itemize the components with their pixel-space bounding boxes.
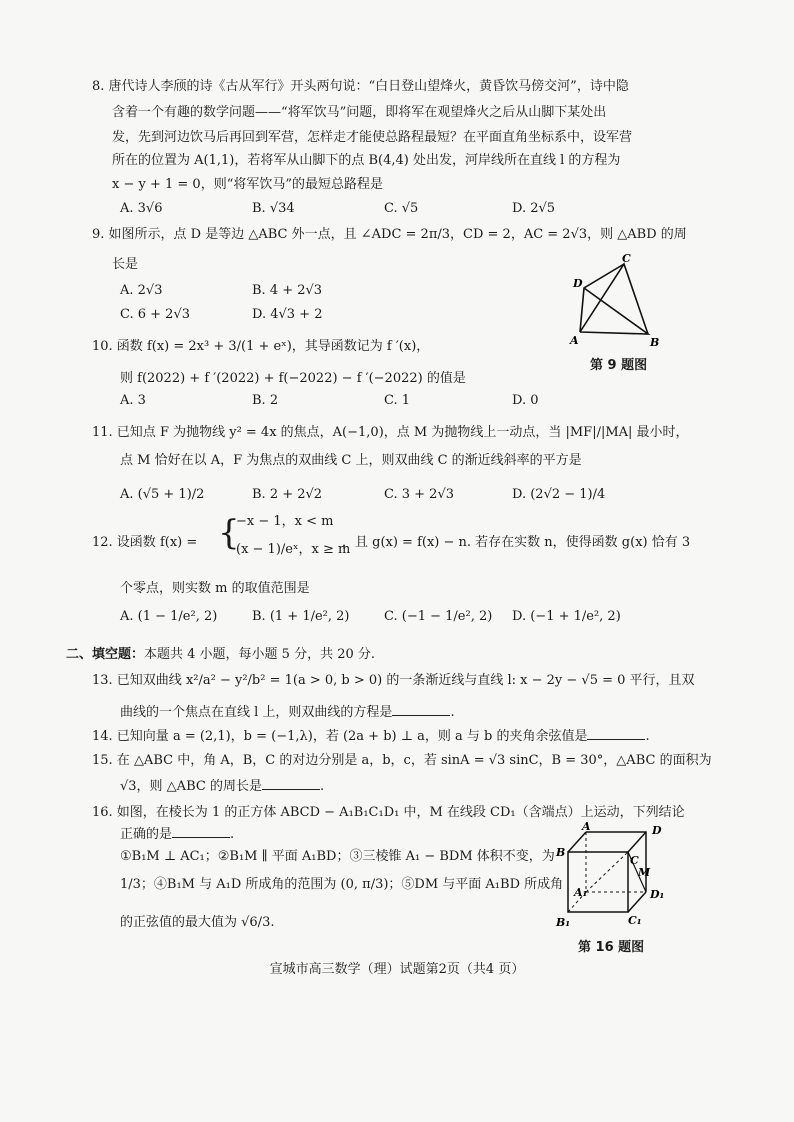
q9-label-b: B — [650, 336, 660, 348]
q11-option-a: A. (√5 + 1)/2 — [120, 487, 205, 502]
q11-line-1: 11. 已知点 F 为抛物线 y² = 4x 的焦点，A(−1,0)，点 M 为抛物线上一动点，当 |MF|/|MA| 最小时， — [92, 425, 689, 440]
q16-label-m: M — [638, 866, 651, 879]
q12-prefix: 12. 设函数 f(x) = — [92, 535, 198, 550]
q11-option-b: B. 2 + 2√2 — [252, 487, 323, 502]
q12-case-1: −x − 1，x < m — [236, 514, 334, 529]
q16-label-a: A — [582, 822, 591, 833]
q11-line-2: 点 M 恰好在以 A，F 为焦点的双曲线 C 上，则双曲线 C 的渐近线斜率的平方是 — [120, 453, 582, 468]
q16-line-5: 的正弦值的最大值为 √6/3. — [120, 915, 275, 930]
q9-triangle-figure — [562, 252, 672, 348]
q16-label-b: B — [556, 846, 566, 859]
section-2-title: 二、填空题： — [66, 647, 145, 662]
q14-line-1: 14. 已知向量 a = (2,1)，b = (−1,λ)，若 (2a + b) ⊥ a，则 a 与 b 的夹角余弦值是 — [92, 729, 588, 744]
q12-case-2: (x − 1)/eˣ，x ≥ m — [236, 542, 351, 557]
q12-postfix: ，且 g(x) = f(x) − n. 若存在实数 n，使得函数 g(x) 恰有 3 — [342, 535, 691, 550]
q10-line-2: 则 f(2022) + f ′(2022) + f(−2022) − f ′(−2022) 的值是 — [120, 371, 466, 386]
q9-option-d: D. 4√3 + 2 — [252, 307, 323, 322]
q16-cube-figure — [548, 822, 678, 932]
q13-answer-blank[interactable] — [392, 701, 450, 716]
q16-figure-caption: 第 16 题图 — [578, 940, 645, 955]
q13-line-2: 曲线的一个焦点在直线 l 上，则双曲线的方程是 — [120, 705, 393, 720]
q12-brace: { — [218, 513, 240, 553]
q16-label-d1: D₁ — [650, 888, 665, 901]
q16-label-c: C — [630, 854, 639, 867]
q9-option-b: B. 4 + 2√3 — [252, 283, 323, 298]
q12-option-b: B. (1 + 1/e², 2) — [252, 609, 350, 624]
q8-line-2: 含着一个有趣的数学问题——“将军饮马”问题，即将军在观望烽火之后从山脚下某处出 — [112, 105, 607, 120]
q9-line-1: 9. 如图所示，点 D 是等边 △ABC 外一点，且 ∠ADC = 2π/3，CD = 2，AC = 2√3，则 △ABD 的周 — [92, 227, 687, 242]
q15-line-2: √3，则 △ABC 的周长是 — [120, 779, 262, 794]
q12-line-2: 个零点，则实数 m 的取值范围是 — [120, 581, 310, 596]
q8-option-c: C. √5 — [384, 201, 419, 216]
q16-label-c1: C₁ — [628, 914, 642, 927]
q16-line-3: ①B₁M ⊥ AC₁；②B₁M ∥ 平面 A₁BD；③三棱锥 A₁ − BDM 体积不变，为 — [120, 849, 555, 864]
section-2-heading — [66, 642, 375, 668]
q12-option-c: C. (−1 − 1/e², 2) — [384, 609, 493, 624]
q9-line-2: 长是 — [112, 257, 139, 272]
q13-line-1: 13. 已知双曲线 x²/a² − y²/b² = 1(a > 0, b > 0) 的一条渐近线与直线 l: x − 2y − √5 = 0 平行，且双 — [92, 673, 695, 688]
q12-option-a: A. (1 − 1/e², 2) — [120, 609, 218, 624]
q15-line-1: 15. 在 △ABC 中，角 A，B，C 的对边分别是 a，b，c，若 sinA = √3 sinC，B = 30°，△ABC 的面积为 — [92, 753, 712, 768]
q9-option-a: A. 2√3 — [120, 283, 163, 298]
q14-line-wrap: 14. 已知向量 a = (2,1)，b = (−1,λ)，若 (2a + b) ⊥ a，则 a 与 b 的夹角余弦值是 . — [92, 724, 650, 750]
q9-option-c: C. 6 + 2√3 — [120, 307, 191, 322]
section-2-description: 本题共 4 小题，每小题 5 分，共 20 分. — [144, 647, 376, 662]
q10-option-c: C. 1 — [384, 393, 411, 408]
q8-line-4: 所在的位置为 A(1,1)，若将军从山脚下的点 B(4,4) 处出发，河岸线所在直线 l 的方程为 — [112, 153, 621, 168]
q9-label-a: A — [570, 334, 579, 347]
q11-option-d: D. (2√2 − 1)/4 — [512, 487, 606, 502]
q16-line-2: 正确的是 — [120, 827, 173, 842]
q12-option-d: D. (−1 + 1/e², 2) — [512, 609, 621, 624]
q8-option-b: B. √34 — [252, 201, 295, 216]
q10-line-1: 10. 函数 f(x) = 2x³ + 3/(1 + eˣ)，其导函数记为 f ′(x)， — [92, 339, 430, 354]
q10-option-b: B. 2 — [252, 393, 279, 408]
q10-option-a: A. 3 — [120, 393, 146, 408]
q14-answer-blank[interactable] — [587, 725, 645, 740]
q16-label-a1: A₁ — [574, 886, 588, 899]
q8-line-3: 发，先到河边饮马后再回到军营，怎样走才能使总路程最短？在平面直角坐标系中，设军营 — [112, 130, 633, 145]
q16-line-1: 16. 如图，在棱长为 1 的正方体 ABCD − A₁B₁C₁D₁ 中，M 在线段 CD₁（含端点）上运动，下列结论 — [92, 805, 685, 820]
q10-option-d: D. 0 — [512, 393, 539, 408]
q16-line-4: 1/3；④B₁M 与 A₁D 所成角的范围为 (0, π/3)；⑤DM 与平面 A₁BD 所成角 — [120, 877, 564, 892]
q9-label-d: D — [573, 277, 583, 290]
q9-figure-caption: 第 9 题图 — [590, 358, 648, 373]
q8-option-d: D. 2√5 — [512, 201, 556, 216]
page-footer: 宣城市高三数学（理）试题第2页（共4 页） — [269, 962, 525, 977]
q16-line-2-wrap: 正确的是 . — [120, 822, 234, 848]
q9-label-c: C — [622, 252, 631, 265]
q13-line-2-wrap: 曲线的一个焦点在直线 l 上，则双曲线的方程是 . — [120, 700, 455, 726]
q15-line-2-wrap: √3，则 △ABC 的周长是 . — [120, 774, 324, 800]
q15-answer-blank[interactable] — [262, 775, 320, 790]
q8-option-a: A. 3√6 — [120, 201, 163, 216]
q8-line-1: 8. 唐代诗人李颀的诗《古从军行》开头两句说：“白日登山望烽火，黄昏饮马傍交河”，诗中隐 — [92, 79, 629, 94]
q11-option-c: C. 3 + 2√3 — [384, 487, 455, 502]
q8-line-5: x − y + 1 = 0，则“将军饮马”的最短总路程是 — [112, 177, 383, 192]
q16-label-d: D — [652, 824, 662, 837]
q16-label-b1: B₁ — [556, 916, 571, 929]
q16-answer-blank[interactable] — [172, 823, 230, 838]
